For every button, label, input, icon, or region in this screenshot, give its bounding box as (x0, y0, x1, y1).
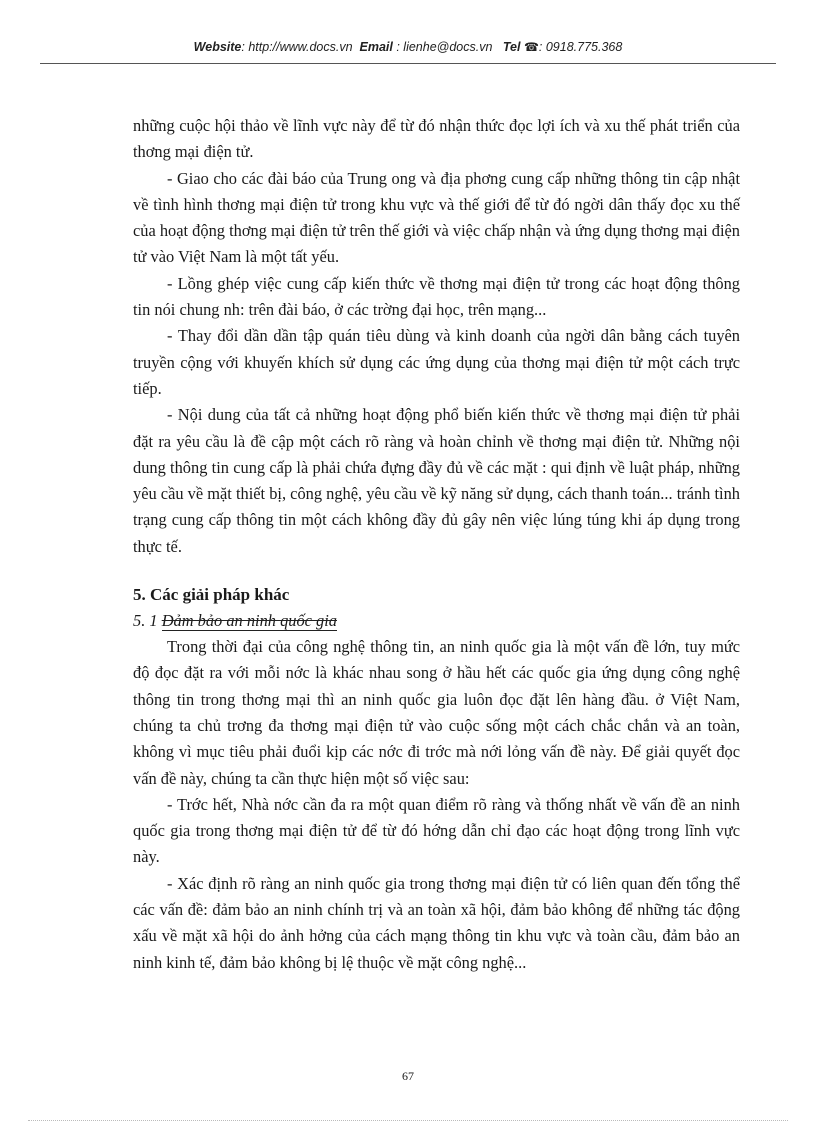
paragraph-6: Trong thời đại của công nghệ thông tin, an ninh quốc gia là một vấn đề lớn, tuy mức độ đọc đặt ra với mỗi nớc là khác nhau song ở hầu hết các quốc gia ứng dụng công nghệ thông tin trong thơng mại thì an ninh quốc gia luôn đọc đặt lên hàng đầu. ở Việt Nam, chúng ta chủ trơng đa thơng mại điện tử vào cuộc sống một cách chắc chắn và an toàn, không vì mục tiêu phải đuổi kịp các nớc đi trớc mà nới lỏng vấn đề này. Để giải quyết đọc vấn đề này, chúng ta cần thực hiện một số việc sau: (133, 637, 740, 788)
paragraph-5: - Nội dung của tất cả những hoạt động phổ biến kiến thức về thơng mại điện tử phải đặt ra yêu cầu là đề cập một cách rõ ràng và hoàn chỉnh về thơng mại điện tử. Những nội dung thông tin cung cấp là phải chứa đựng đầy đủ về các mặt : qui định về luật pháp, những yêu cầu về mặt thiết bị, công nghệ, yêu cầu về kỹ năng sử dụng, cách thanh toán... tránh tình trạng cung cấp thông tin một cách không đầy đủ gây nên việc lúng túng khi áp dụng trong thực tế. (133, 405, 740, 556)
tel-label: Tel (502, 40, 521, 54)
section-title: 5. Các giải pháp khác (133, 585, 290, 605)
telephone-icon: ☎ (523, 40, 539, 54)
page-header (0, 40, 816, 54)
paragraph-2: - Giao cho các đài báo của Trung ong và địa phơng cung cấp những thông tin cập nhật về tình hình thơng mại điện tử trong khu vực và thế giới để từ đó ngời dân thấy đọc xu thế của hoạt động thơng mại điện tử trên thế giới và việc chấp nhận và ứng dụng thơng mại điện tử vào Việt Nam là một tất yếu. (133, 168, 740, 267)
website-label: Website (193, 40, 242, 54)
paragraph-3: - Lồng ghép việc cung cấp kiến thức về thơng mại điện tử trong các hoạt động thông tin nói chung nh: trên đài báo, ở các trờng đại học, trên mạng... (133, 273, 740, 320)
subsection-title-text: Đảm bảo an ninh quốc gia (161, 611, 337, 631)
page-number: 67 (402, 1069, 414, 1083)
footer-divider (28, 1120, 788, 1121)
header-divider (40, 63, 776, 64)
subsection-title (133, 608, 740, 634)
email-label: Email (359, 40, 393, 54)
paragraph-1: những cuộc hội thảo về lĩnh vực này để từ đó nhận thức đọc lợi ích và xu thế phát triển của thơng mại điện tử. (133, 116, 740, 162)
tel-value: : 0918.775.368 (538, 40, 623, 54)
paragraph-7: - Trớc hết, Nhà nớc cần đa ra một quan điểm rõ ràng và thống nhất về vấn đề an ninh quốc gia trong thơng mại điện tử để từ đó hớng dẫn chỉ đạo các hoạt động trong lĩnh vực này. (133, 794, 740, 867)
subsection-number: 5. 1 (133, 611, 158, 631)
document-body (133, 113, 740, 976)
website-value: : http://www.docs.vn (241, 40, 353, 54)
section-gap (133, 560, 740, 582)
paragraph-4: - Thay đổi dần dần tập quán tiêu dùng và kinh doanh của ngời dân bằng cách tuyên truyền cộng với khuyến khích sử dụng các ứng dụng của thơng mại điện tử một cách trực tiếp. (133, 326, 740, 398)
paragraph-8: - Xác định rõ ràng an ninh quốc gia trong thơng mại điện tử có liên quan đến tổng thể các vấn đề: đảm bảo an ninh chính trị và an toàn xã hội, đảm bảo không để những tác động xấu về mặt xã hội do ảnh hởng của cách mạng thông tin khu vực và toàn cầu, đảm bảo an ninh kinh tế, đảm bảo không bị lệ thuộc về mặt công nghệ... (133, 873, 740, 972)
email-value: : lienhe@docs.vn (396, 40, 493, 54)
